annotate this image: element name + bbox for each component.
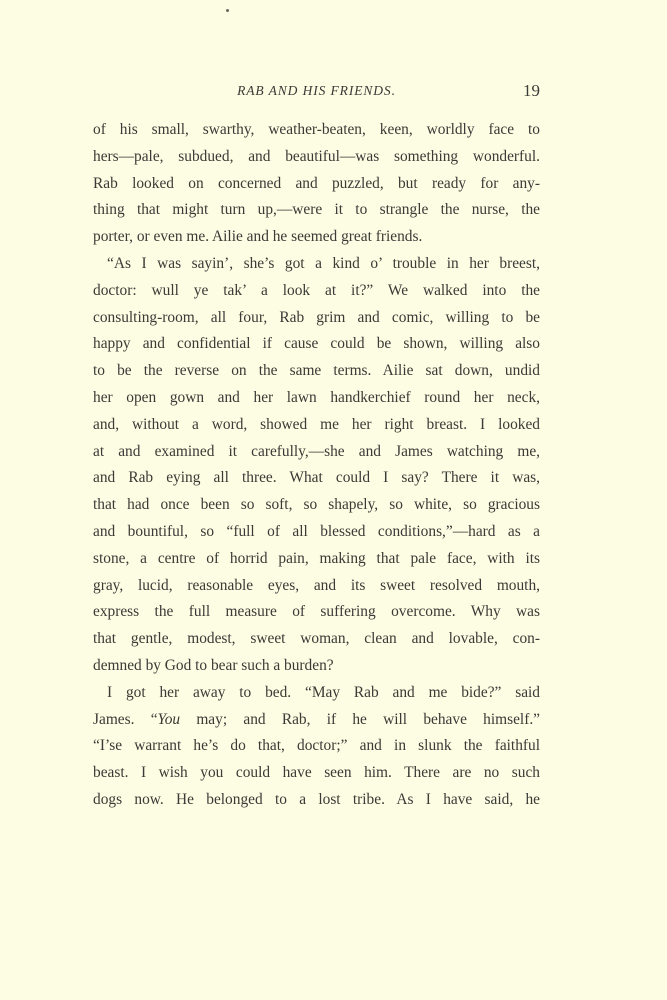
text-line: at and examined it carefully,—she and James watching me, <box>93 442 540 460</box>
text-line: and bountiful, so “full of all blessed conditions,”—hard as a <box>93 522 540 540</box>
text-line: happy and confidential if cause could be shown, willing also <box>93 335 540 353</box>
text-line: that had once been so soft, so shapely, so white, so gracious <box>93 496 540 514</box>
text-line: dogs now. He belonged to a lost tribe. As I have said, he <box>93 790 540 808</box>
text-line: “I’se warrant he’s do that, doctor;” and in slunk the faithful <box>93 737 540 755</box>
page-number: 19 <box>523 81 540 100</box>
text-line: that gentle, modest, sweet woman, clean and lovable, con- <box>93 630 540 648</box>
text-line: and Rab eying all three. What could I say? There it was, <box>93 469 540 487</box>
emphasized-word: You <box>157 710 181 728</box>
text-line: I got her away to bed. “May Rab and me bide?” said <box>107 683 540 701</box>
text-line: Rab looked on concerned and puzzled, but ready for any- <box>93 174 540 192</box>
running-head <box>93 81 540 101</box>
text-line: hers—pale, subdued, and beautiful—was something wonderful. <box>93 147 540 165</box>
running-title: RAB AND HIS FRIENDS. <box>237 83 396 98</box>
ink-speck <box>226 9 229 12</box>
text-line: stone, a centre of horrid pain, making that pale face, with its <box>93 549 540 567</box>
text-run: may; and Rab, if he will behave himself.” <box>180 710 540 728</box>
text-line: and, without a word, showed me her right breast. I looked <box>93 415 540 433</box>
text-run: James. “ <box>93 710 158 728</box>
text-line: consulting-room, all four, Rab grim and comic, willing to be <box>93 308 540 326</box>
text-line: express the full measure of suffering overcome. Why was <box>93 603 540 621</box>
text-line <box>93 707 540 734</box>
text-line: of his small, swarthy, weather-beaten, keen, worldly face to <box>93 121 540 138</box>
text-line: demned by God to bear such a burden? <box>93 656 334 674</box>
paragraph <box>93 680 540 814</box>
text-line: to be the reverse on the same terms. Ailie sat down, undid <box>93 362 540 380</box>
text-line: thing that might turn up,—were it to strangle the nurse, the <box>93 201 540 219</box>
paragraph <box>93 251 540 680</box>
text-line: “As I was sayin’, she’s got a kind o’ trouble in her breest, <box>107 254 540 272</box>
body-text <box>93 117 540 814</box>
text-line: gray, lucid, reasonable eyes, and its sweet resolved mouth, <box>93 576 540 594</box>
paragraph <box>93 117 540 251</box>
text-line: porter, or even me. Ailie and he seemed great friends. <box>93 228 423 246</box>
text-line: beast. I wish you could have seen him. There are no such <box>93 764 540 782</box>
text-line: doctor: wull ye tak’ a look at it?” We walked into the <box>93 281 540 299</box>
text-line: her open gown and her lawn handkerchief round her neck, <box>93 388 540 406</box>
